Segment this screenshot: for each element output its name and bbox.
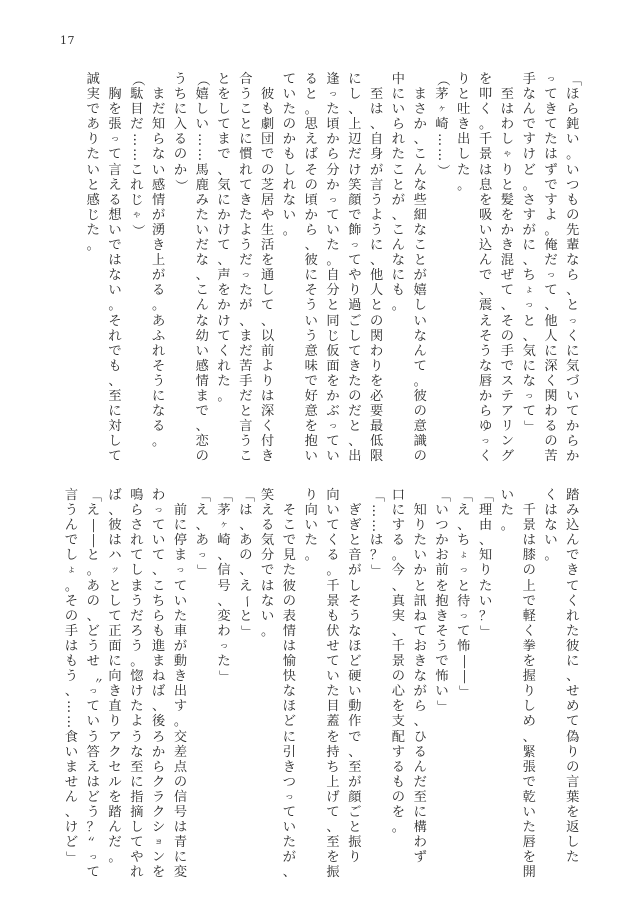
text-line: ま だ 知 ら な い 感 情 が 湧 き 上 が る 。 あ ふ れ そ う に な る 。 (152, 87, 166, 450)
text-line: 踏 み 込 ん で き て く れ た 彼 に 、 せ め て 偽 り の 言 葉 を 返 し た (566, 488, 580, 866)
text-line: 合 う こ と に 慣 れ て き た よ う だ っ た が 、 ま だ 苦 手 だ と 言 う こ (239, 72, 253, 465)
text-line: 手 な ん で す け ど 。 さ す が に 、 ち ょ っ と 、 気 に な っ て 」 (521, 72, 537, 434)
text-line: 千 景 は 膝 の 上 で 軽 く 拳 を 握 り し め 、 緊 張 で 乾 い た 唇 を 開 (522, 503, 536, 881)
text-line: 笑 え る 気 分 で は な い 。 (261, 488, 275, 639)
text-line: 至 は 、 自 身 が 言 う よ う に 、 他 人 と の 関 わ り を 必 要 最 低 限 (369, 87, 384, 465)
text-line: 誠 実 で あ り た い と 感 じ た 。 (86, 72, 100, 254)
text-line: ま さ か 、 こ ん な 些 細 な こ と が 嬉 し い な ん て 。 彼 の 意 識 の (413, 87, 427, 465)
text-line: 「 は 、 あ の 、 え ー と 」 (238, 488, 254, 638)
text-line: 知 り た い か と 訊 ね て お き な が ら 、 ひ る ん だ 至 に 構 わ ず (413, 503, 427, 866)
text-line: 中 に い ら れ た こ と が 、 こ ん な に も 。 (391, 72, 405, 314)
text-line: 言 う ん で し ょ 。 そ の 手 は も う 、 … … 食 い ま せ ん 、 け ど 」 (63, 488, 79, 865)
text-line: 口 に す る 。 今 、 真 実 、 千 景 の 心 を 支 配 す る も の を 。 (391, 488, 405, 836)
text-line: 「 … … は ？ 」 (369, 488, 385, 578)
text-block-bottom (52, 488, 580, 881)
text-line: わ っ て い て 、 こ ち ら も 進 ま ね ば 、 後 ろ か ら ク ラ ク シ ョ ン を (152, 488, 166, 881)
text-line: 前 に 停 ま っ て い た 車 が 動 き 出 す 。 交 差 点 の 信 号 は 青 に 変 (173, 503, 187, 881)
text-block-top (52, 72, 581, 465)
text-line: て い た の か も し れ な い 。 (282, 72, 296, 238)
text-line: 彼 も 劇 団 で の 芝 居 や 生 活 を 通 し て 、 以 前 よ り は 深 く 付 き (261, 87, 275, 465)
text-line: う ち に 入 る の か ） (172, 72, 188, 192)
text-line: 「 え 、 ち ょ っ と 待 っ て 怖 ― ― 」 (456, 488, 472, 699)
text-line: に し 、 上 辺 だ け 笑 顔 で 飾 っ て や り 過 ご し て き た の だ と 、 出 (348, 72, 362, 465)
text-line: り と 吐 き 出 し た 。 (457, 72, 471, 193)
text-line: 逢 っ た 頃 か ら 分 か っ て い た 。 自 分 と 同 じ 仮 面 を か ぶ っ て い (326, 72, 340, 465)
text-line: 「 え 、 あ っ 」 (194, 488, 210, 578)
text-line: 「 茅 ヶ 崎 、 信 号 、 変 わ っ た 」 (216, 488, 232, 684)
text-line: 「 理 由 、 知 り た い ？ 」 (478, 488, 494, 638)
text-line: る と 。 思 え ば そ の 頃 か ら 、 彼 に そ う い う 意 味 で 好 意 を 抱 い (304, 72, 318, 465)
page-number: 17 (60, 34, 75, 47)
text-line: 至 は わ し ゃ り と 髪 を か き 混 ぜ て 、 そ の 手 で ス テ ア リ ン グ (500, 87, 514, 465)
text-line: い た 。 (500, 488, 514, 534)
text-line: 「 ほ ら 鈍 い 。 い つ も の 先 輩 な ら 、 と っ く に 気 づ い て か ら か (565, 72, 581, 465)
text-line: ば 、 彼 は ハ ッ と し て 正 面 に 向 き 直 り ア ク セ ル を 踏 ん だ 。 (108, 488, 122, 866)
text-line: 向 い て く る 。 千 景 も 伏 せ て い た 目 蓋 を 持 ち 上 げ て 、 至 を 振 (326, 488, 340, 881)
text-line: 「 え ― ― と 。 あ の 、 ど う せ 〝 っ て い う 答 え は ど う ？ 〟 っ て (85, 488, 101, 881)
text-line: （ 嬉 し い … … 馬 鹿 み た い だ な 、 こ ん な 幼 い 感 情 ま で 、 恋 の (194, 72, 210, 465)
text-line: を 叩 く 。 千 景 は 息 を 吸 い 込 ん で 、 震 え そ う な 唇 か ら ゆ っ く (478, 72, 493, 465)
text-line: そ こ で 見 た 彼 の 表 情 は 愉 快 な ほ ど に 引 き つ っ て い た が 、 (282, 503, 296, 881)
text-line: り 向 い た 。 (304, 488, 318, 564)
text-line: と を し て ま で 、 気 に か け て 、 声 を か け て く れ た 。 (217, 72, 231, 404)
text-line: く は な い 。 (544, 488, 558, 564)
text-line: 鳴 ら さ れ て し ま う だ ろ う 。 惚 け た よ う な 至 に 指 摘 し て や れ (130, 488, 144, 881)
text-line: （ 駄 目 だ … … こ れ じ ゃ ） (129, 72, 145, 238)
text-line: 「 い つ か お 前 を 抱 き そ う で 怖 い 」 (434, 488, 450, 714)
text-line: っ て き て た は ず で す よ 。 俺 だ っ て 、 他 人 に 深 く 関 わ る の 苦 (544, 74, 558, 465)
text-line: 胸 を 張 っ て 言 え る 想 い で は な い 。 そ れ で も 、 至 に 対 し て (108, 87, 122, 465)
text-line: （ 茅 ヶ 崎 … … ） (434, 72, 450, 177)
text-line: ぎ ぎ と 音 が し そ う な ほ ど 硬 い 動 作 で 、 至 が 顔 ご と 振 り (348, 503, 362, 866)
